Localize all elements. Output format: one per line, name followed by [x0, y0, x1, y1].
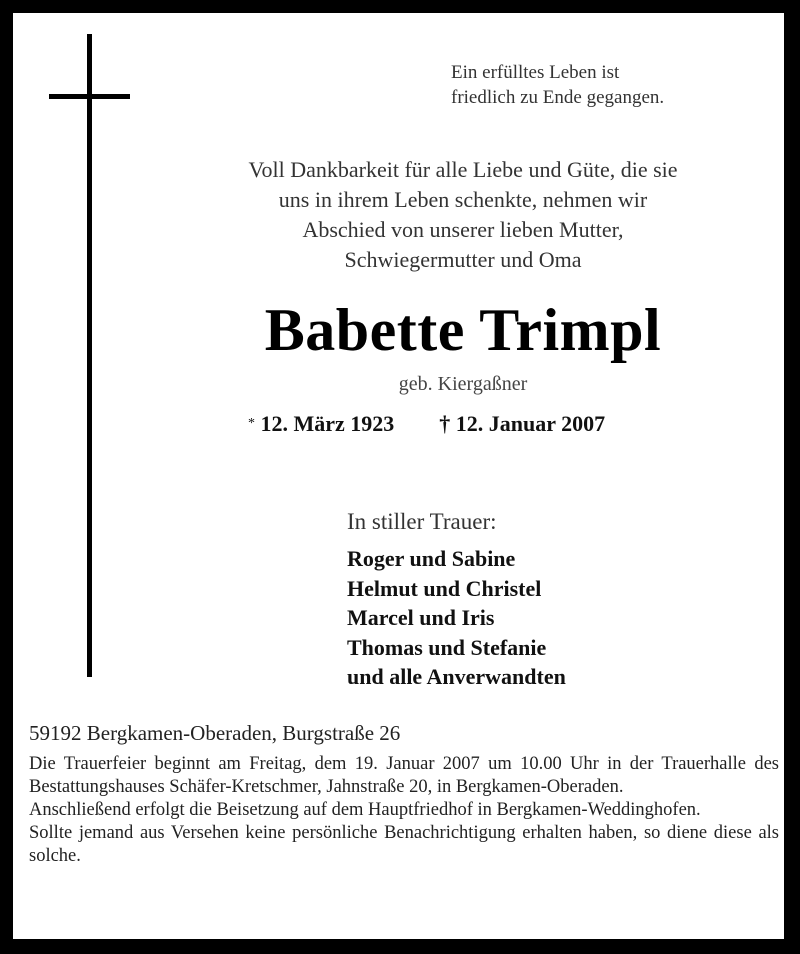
mourner-item: und alle Anverwandten	[347, 664, 566, 689]
intro-line: Schwiegermutter und Oma	[344, 247, 582, 272]
mourner-item: Helmut und Christel	[347, 575, 542, 601]
death-cross-icon: †	[439, 411, 451, 436]
obituary-notice	[13, 13, 784, 939]
deceased-name: Babette Trimpl	[264, 297, 662, 363]
death-date: 12. Januar 2007	[455, 411, 606, 436]
info-paragraph: Sollte jemand aus Versehen keine persönliche Benachrichtigung erhalten haben, so diene diese als solche.	[29, 823, 779, 866]
motto-line: friedlich zu Ende gegangen.	[451, 87, 665, 108]
maiden-name: geb. Kiergaßner	[398, 373, 528, 395]
birth-date: 12. März 1923	[260, 411, 395, 436]
funeral-info	[29, 753, 779, 868]
cross-icon-vertical	[87, 34, 92, 677]
intro-text	[143, 155, 783, 275]
address: 59192 Bergkamen-Oberaden, Burgstraße 26	[29, 721, 401, 745]
intro-line: Voll Dankbarkeit für alle Liebe und Güte, die sie	[248, 157, 678, 182]
mourner-item: Roger und Sabine	[347, 546, 516, 571]
motto	[451, 60, 664, 110]
info-paragraph: Die Trauerfeier beginnt am Freitag, dem 19. Januar 2007 um 10.00 Uhr in der Trauerhalle des Bestattungshauses Schäfer-Kretschmer, Jahnstraße 20, in Bergkamen-Oberaden.	[29, 754, 779, 797]
intro-line: uns in ihrem Leben schenkte, nehmen wir	[278, 187, 648, 212]
info-paragraph: Anschließend erfolgt die Beisetzung auf dem Hauptfriedhof in Bergkamen-Weddinghofen.	[29, 800, 701, 820]
birth-star-icon: *	[248, 416, 255, 431]
mourner-item: Thomas und Stefanie	[347, 634, 547, 660]
mourner-item: Marcel und Iris	[347, 605, 495, 630]
motto-line: Ein erfülltes Leben ist	[451, 62, 620, 83]
intro-line: Abschied von unserer lieben Mutter,	[302, 217, 624, 242]
mourning-heading: In stiller Trauer:	[347, 509, 497, 534]
mourners-list	[347, 544, 566, 692]
cross-icon-horizontal	[49, 94, 130, 99]
life-dates	[248, 409, 605, 439]
